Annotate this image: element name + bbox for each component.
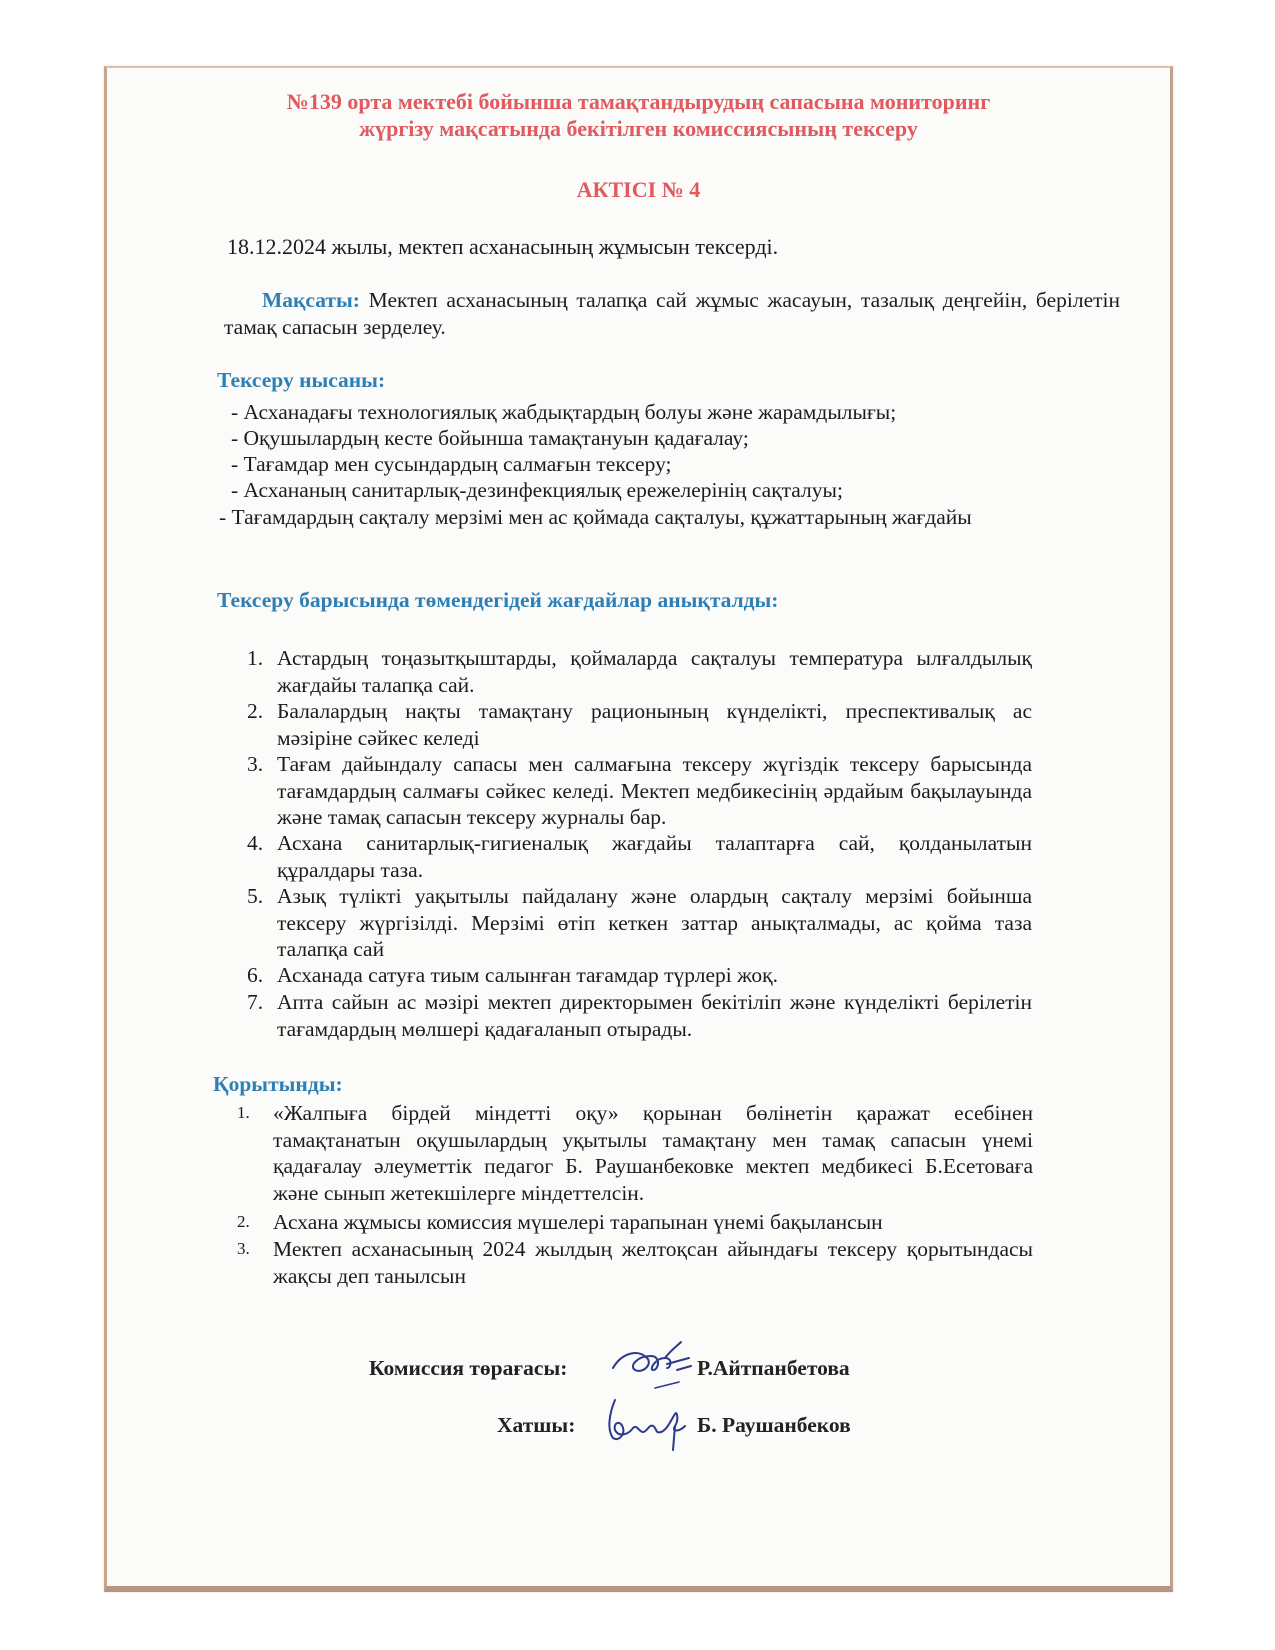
purpose-label: Мақсаты: <box>262 288 360 312</box>
finding-number: 4. <box>247 831 264 855</box>
document-page <box>104 66 1173 1592</box>
finding-text: Асхана санитарлық-гигиеналық жағдайы талаптарға сай, қолданылатын құралдары таза. <box>277 831 1032 882</box>
inspection-item: - Асханадағы технологиялық жабдықтардың болуы және жарамдылығы; <box>231 400 897 424</box>
act-title: АКТІСІ № 4 <box>576 177 701 202</box>
finding-text: Асханада сатуға тиым салынған тағамдар түрлері жоқ. <box>277 963 778 987</box>
inspection-item: - Тағамдар мен сусындардың салмағын тексеру; <box>231 452 672 476</box>
findings-heading: Тексеру барысында төмендегідей жағдайлар анықталды: <box>217 588 779 612</box>
inspection-item: - Оқушылардың кесте бойынша тамақтануын қадағалау; <box>231 426 749 450</box>
finding-text: Азық түлікті уақытылы пайдалану және олардың сақталу мерзімі бойынша тексеру жүргізілді. Мерзімі өтіп кеткен заттар анықталмады, ас қойма таза талапқа сай <box>277 884 1032 961</box>
conclusion-heading: Қорытынды: <box>213 1072 343 1096</box>
purpose-text: Мектеп асханасының талапқа сай жұмыс жасауын, тазалық деңгейін, берілетін тамақ сапасын зерделеу. <box>224 288 1120 339</box>
secretary-name: Б. Раушанбеков <box>697 1413 851 1437</box>
conclusion-text: «Жалпыға бірдей міндетті оқу» қорынан бөлінетін қаражат есебінен тамақтанатын оқушылардың уқытылы тамақтану мен тамақ сапасын үнемі қадағалау әлеуметтік педагог Б. Раушанбековке мектеп медбикесі Б.Есетоваға және сынып жетекшілерге міндеттелсін. <box>273 1101 1033 1205</box>
finding-number: 5. <box>247 884 264 908</box>
finding-number: 3. <box>247 752 264 776</box>
finding-text: Астардың тоңазытқыштарды, қоймаларда сақталуы температура ылғалдылық жағдайы талапқа сай. <box>277 646 1032 697</box>
conclusion-text: Асхана жұмысы комиссия мүшелері тарапынан үнемі бақылансын <box>273 1210 883 1234</box>
finding-number: 7. <box>247 990 264 1014</box>
finding-number: 6. <box>247 963 264 987</box>
conclusion-number: 1. <box>237 1103 250 1122</box>
finding-text: Тағам дайындалу сапасы мен салмағына тексеру жүгіздік тексеру барысында тағамдардың салмағы сәйкес келеді. Мектеп медбикесінің әрдайым бақылауында және тамақ сапасын тексеру журналы бар. <box>277 752 1032 829</box>
finding-text: Балалардың нақты тамақтану рационының күнделікті, преспективалық ас мәзіріне сәйкес келеді <box>277 699 1032 750</box>
conclusion-text: Мектеп асханасының 2024 жылдың желтоқсан айындағы тексеру қорытындасы жақсы деп танылсын <box>273 1237 1033 1288</box>
chair-label: Комиссия төрағасы: <box>369 1356 568 1380</box>
secretary-label: Хатшы: <box>497 1413 576 1437</box>
inspection-item: - Тағамдардың сақталу мерзімі мен ас қоймада сақталуы, құжаттарының жағдайы <box>219 505 972 529</box>
header-line-2: жүргізу мақсатында бекітілген комиссиясының тексеру <box>359 116 918 141</box>
chair-name: Р.Айтпанбетова <box>697 1356 850 1380</box>
date-line: 18.12.2024 жылы, мектеп асханасының жұмысын тексерді. <box>227 234 779 259</box>
finding-number: 2. <box>247 699 264 723</box>
conclusion-number: 2. <box>237 1212 250 1231</box>
conclusion-number: 3. <box>237 1239 250 1258</box>
header-line-1: №139 орта мектебі бойынша тамақтандырудың сапасына мониторинг <box>286 89 991 114</box>
chair-signature-icon <box>607 1336 697 1396</box>
purpose-paragraph <box>224 287 1120 340</box>
finding-text: Апта сайын ас мәзірі мектеп директорымен бекітіліп және күнделікті берілетін тағамдардың мөлшері қадағаланып отырады. <box>277 990 1032 1041</box>
inspection-item: - Асхананың санитарлық-дезинфекциялық ережелерінің сақталуы; <box>231 478 843 502</box>
inspection-object-heading: Тексеру нысаны: <box>217 368 386 392</box>
finding-number: 1. <box>247 646 264 670</box>
secretary-signature-icon <box>599 1390 699 1454</box>
